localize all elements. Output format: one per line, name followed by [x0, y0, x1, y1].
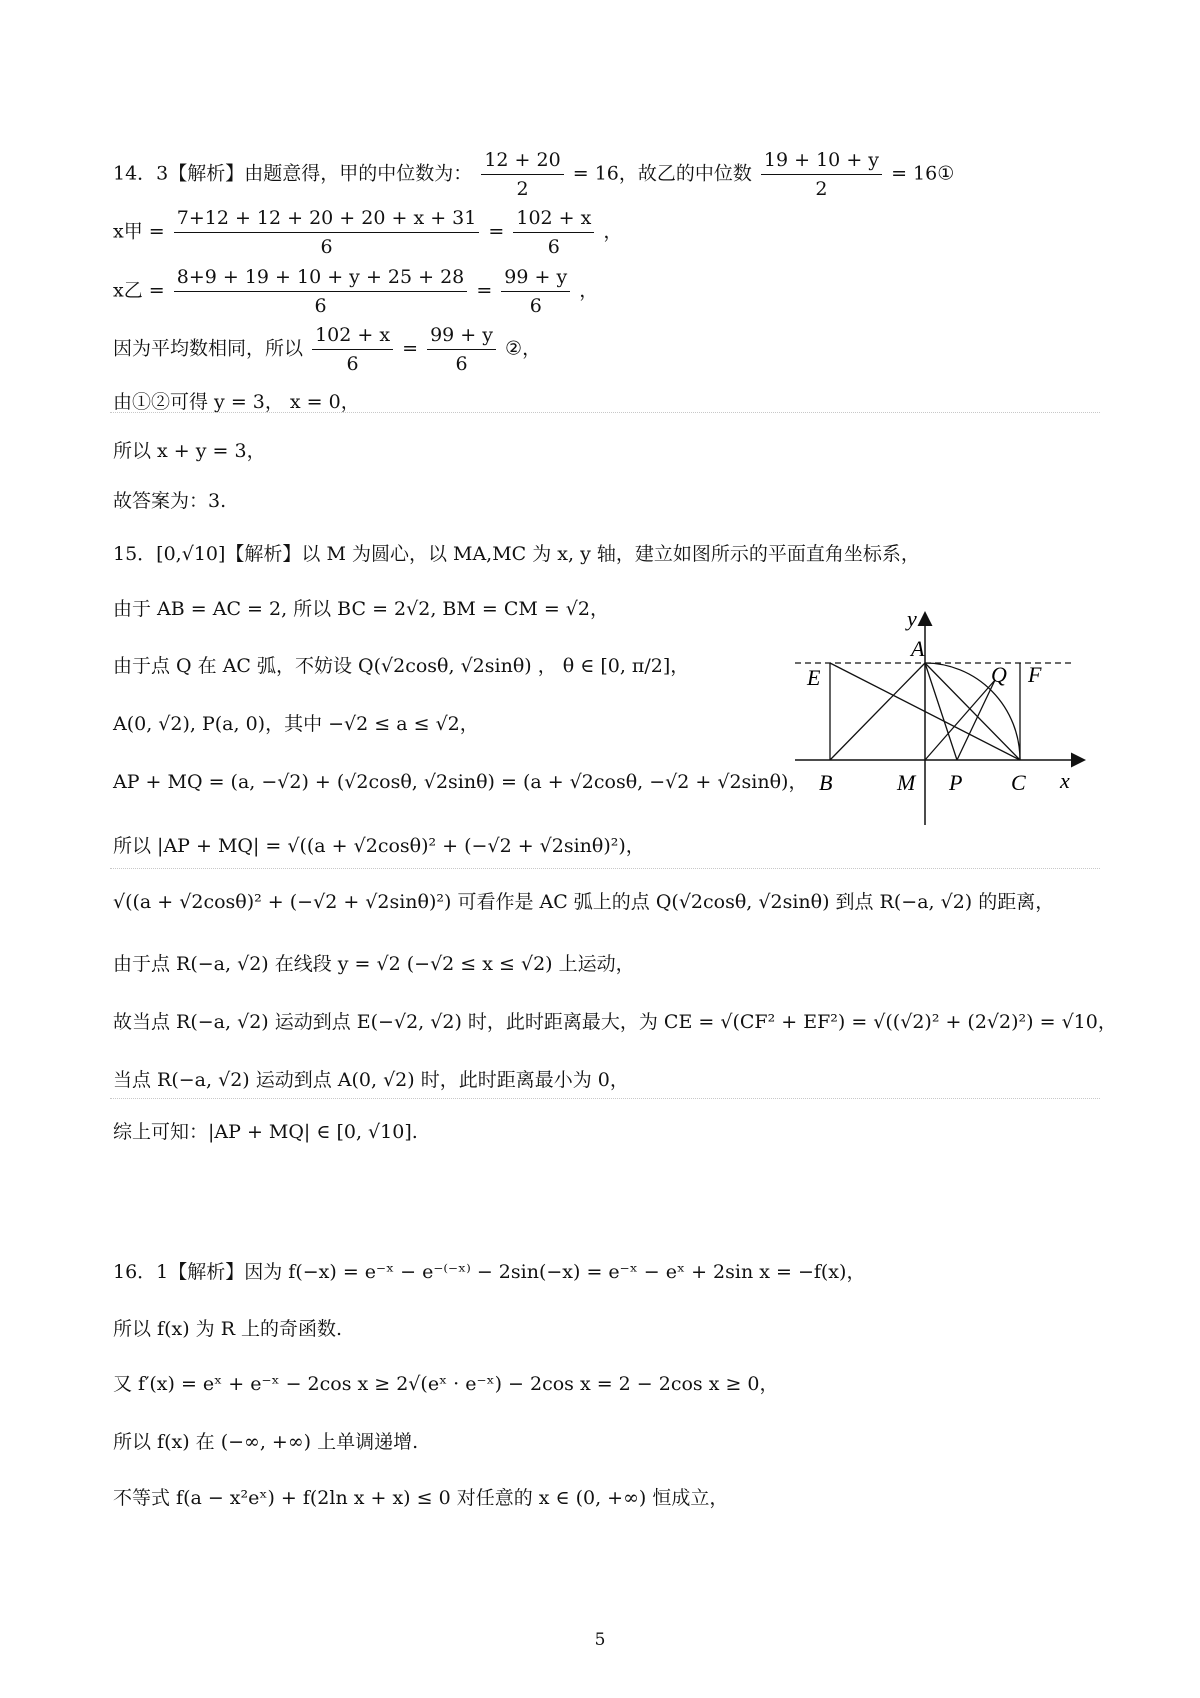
p14-solve-line: 由①②可得 y = 3， x = 0， — [113, 391, 360, 413]
p14-eq1: = 16，故乙的中位数 — [572, 162, 752, 185]
p14-same-mean-num2: 99 + y — [427, 322, 496, 350]
p14-eq-sign-2: = — [476, 279, 493, 302]
p14-mean-yi-label: x乙 = — [113, 279, 165, 302]
p14-eq2: = 16① — [891, 162, 955, 185]
p14-mean-jia-den: 6 — [320, 236, 333, 258]
p14-same-mean-tail: ②， — [505, 337, 542, 360]
label-M: M — [897, 770, 916, 795]
p15-line6: √((a + √2cosθ)² + (−√2 + √2sinθ)²) 可看作是 AC 弧上的点 Q(√2cosθ, √2sinθ) 到点 R(−a, √2) 的距离， — [113, 891, 1055, 913]
p14-comma-2: ， — [579, 279, 599, 302]
p14-same-mean-frac2 — [427, 322, 496, 377]
p14-frac2-num: 19 + 10 + y — [761, 147, 882, 175]
p14-same-mean-num1: 102 + x — [312, 322, 393, 350]
p15-line5: 所以 |AP + MQ| = √((a + √2cosθ)² + (−√2 + √2sinθ)²)， — [113, 835, 645, 857]
segment-MQ — [925, 680, 995, 760]
p14-mean-yi-frac2 — [501, 264, 570, 319]
p14-comma-1: ， — [603, 220, 623, 243]
p14-same-mean-den2: 6 — [455, 353, 468, 375]
label-F: F — [1028, 662, 1042, 687]
p14-frac1 — [481, 147, 563, 202]
label-C: C — [1011, 770, 1026, 795]
p14-mean-yi-num2: 99 + y — [501, 264, 570, 292]
p14-mean-jia-frac — [174, 205, 480, 260]
p16-line3: 所以 f(x) 在 (−∞, +∞) 上单调递增. — [113, 1431, 419, 1453]
p15-line8: 故当点 R(−a, √2) 运动到点 E(−√2, √2) 时，此时距离最大，为 CE = √(CF² + EF²) = √((√2)² + (2√2)²) = √10， — [113, 1011, 1117, 1033]
p14-mean-jia-num: 7+12 + 12 + 20 + 20 + x + 31 — [174, 205, 480, 233]
p14-same-mean-den1: 6 — [346, 353, 359, 375]
label-P: P — [949, 770, 963, 795]
p14-header: 14．3【解析】由题意得，甲的中位数为： — [113, 162, 473, 185]
p14-frac1-num: 12 + 20 — [481, 147, 563, 175]
p14-mean-yi-den2: 6 — [529, 295, 542, 317]
p15-line10: 综上可知：|AP + MQ| ∈ [0, √10]. — [113, 1121, 418, 1143]
p14-same-mean-frac1 — [312, 322, 393, 377]
divider-dotted-3 — [110, 1098, 1100, 1099]
p16-line1: 所以 f(x) 为 R 上的奇函数. — [113, 1318, 343, 1340]
p15-line1: 由于 AB = AC = 2, 所以 BC = 2√2, BM = CM = √2， — [113, 598, 610, 620]
divider-dotted-2 — [110, 868, 1100, 869]
segment-AP — [925, 663, 957, 760]
p16-line2: 又 f′(x) = eˣ + e⁻ˣ − 2cos x ≥ 2√(eˣ · e⁻ˣ) − 2cos x = 2 − 2cos x ≥ 0， — [113, 1373, 779, 1395]
p15-line4: AP + MQ = (a, −√2) + (√2cosθ, √2sinθ) = (a + √2cosθ, −√2 + √2sinθ)， — [113, 771, 808, 793]
p14-mean-yi-num: 8+9 + 19 + 10 + y + 25 + 28 — [174, 264, 468, 292]
p14-eq-sign-1: = — [488, 220, 505, 243]
p14-frac2 — [761, 147, 882, 202]
p14-same-mean-text: 因为平均数相同，所以 — [113, 337, 304, 360]
p15-line9: 当点 R(−a, √2) 运动到点 A(0, √2) 时，此时距离最小为 0， — [113, 1069, 629, 1091]
label-y: y — [907, 610, 917, 631]
label-A: A — [911, 636, 925, 661]
p14-mean-yi-line — [113, 264, 598, 319]
coordinate-figure — [795, 610, 1095, 835]
p14-header-line — [113, 147, 954, 202]
label-x: x — [1060, 768, 1070, 793]
p14-frac2-den: 2 — [815, 178, 828, 200]
p15-header: 15．[0,√10]【解析】以 M 为圆心，以 MA,MC 为 x, y 轴，建立如图所示的平面直角坐标系， — [113, 543, 920, 565]
p15-line7: 由于点 R(−a, √2) 在线段 y = √2 (−√2 ≤ x ≤ √2) 上运动， — [113, 953, 635, 975]
p14-mean-yi-frac — [174, 264, 468, 319]
p14-mean-jia-line — [113, 205, 622, 260]
p14-mean-yi-den: 6 — [314, 295, 327, 317]
label-B: B — [819, 770, 833, 795]
label-Q: Q — [991, 662, 1007, 687]
p14-frac1-den: 2 — [516, 178, 529, 200]
segment-PQ — [957, 680, 995, 760]
p14-mean-jia-frac2 — [513, 205, 594, 260]
page-number: 5 — [594, 1630, 606, 1650]
p15-line2: 由于点 Q 在 AC 弧，不妨设 Q(√2cosθ, √2sinθ) ， θ ∈ [0, π/2]， — [113, 655, 690, 677]
p14-answer-line: 故答案为：3. — [113, 490, 227, 512]
p14-mean-jia-label: x甲 = — [113, 220, 165, 243]
p16-header: 16．1【解析】因为 f(−x) = e⁻ˣ − e⁻⁽⁻ˣ⁾ − 2sin(−x) = e⁻ˣ − eˣ + 2sin x = −f(x)， — [113, 1261, 866, 1283]
p14-mean-jia-num2: 102 + x — [513, 205, 594, 233]
divider-dotted-1 — [110, 412, 1100, 413]
p16-line4: 不等式 f(a − x²eˣ) + f(2ln x + x) ≤ 0 对任意的 x ∈ (0, +∞) 恒成立， — [113, 1487, 729, 1509]
label-E: E — [807, 665, 821, 690]
p14-mean-jia-den2: 6 — [547, 236, 560, 258]
segment-AB — [830, 663, 925, 760]
p15-line3: A(0, √2), P(a, 0)，其中 −√2 ≤ a ≤ √2， — [113, 713, 479, 735]
p14-same-mean-line — [113, 322, 541, 377]
p14-eq-sign-3: = — [402, 337, 419, 360]
p14-sum-line: 所以 x + y = 3， — [113, 440, 266, 462]
